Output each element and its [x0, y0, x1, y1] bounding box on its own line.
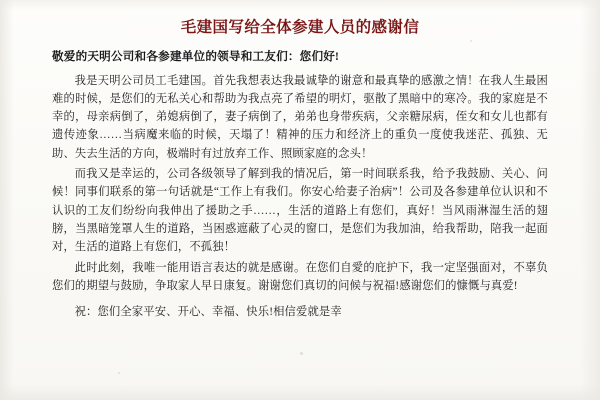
paragraph-1: 我是天明公司员工毛建国。首先我想表达我最诚挚的谢意和最真挚的感激之情！在我人生最困难的时候，是您们的无私关心和帮助为我点亮了希望的明灯，驱散了黑暗中的寒冷。我的家庭是不幸的，母亲病倒了，弟媳病倒了，妻子病倒了，弟弟也身带疾病，父亲糖尿病，侄女和女儿也都有遗传迹象……当病魔来临的时候，天塌了！精神的压力和经济上的重负一度使我迷茫、孤独、无助、失去生活的方向，极端时有过放弃工作、照顾家庭的念头！: [52, 74, 548, 160]
salutation: 敬爱的天明公司和各参建单位的领导和工友们：您们好!: [52, 50, 340, 64]
paragraph-2: 而我又是幸运的，公司各级领导了解到我的情况后，第一时间联系我，给予我鼓励、关心、问候！同事们联系的第一句话就是“工作上有我们。你安心给妻子治病”！公司及各参建单位认识和不认识的工友们纷纷向我伸出了援助之手……，生活的道路上有您们，真好！当风雨淋湿生活的翅膀，当黑暗笼罩人生的道路，当困惑遮蔽了心灵的窗口，是您们为我加油，给我帮助，陪我一起面对，生活的道路上有您们，不孤独！: [52, 168, 548, 254]
paragraph-4-wish: 祝：您们全家平安、开心、幸福、快乐!相信爱就是幸: [74, 306, 342, 319]
paragraph-3: 此时此刻，我唯一能用语言表达的就是感谢。在您们自愛的庇护下，我一定坚强面对，不辜负您们的期望与鼓励，争取家人早日康复。谢谢您们真切的问候与祝福!感谢您们的慷慨与真爱!: [52, 261, 548, 292]
scan-edge-left: [0, 0, 14, 400]
scan-edge-top: [0, 0, 600, 10]
page-title: 毛建国写给全体参建人员的感谢信: [180, 19, 420, 36]
letter-content: [52, 18, 548, 384]
scan-edge-bottom: [0, 384, 600, 400]
scan-edge-right: [580, 0, 600, 400]
